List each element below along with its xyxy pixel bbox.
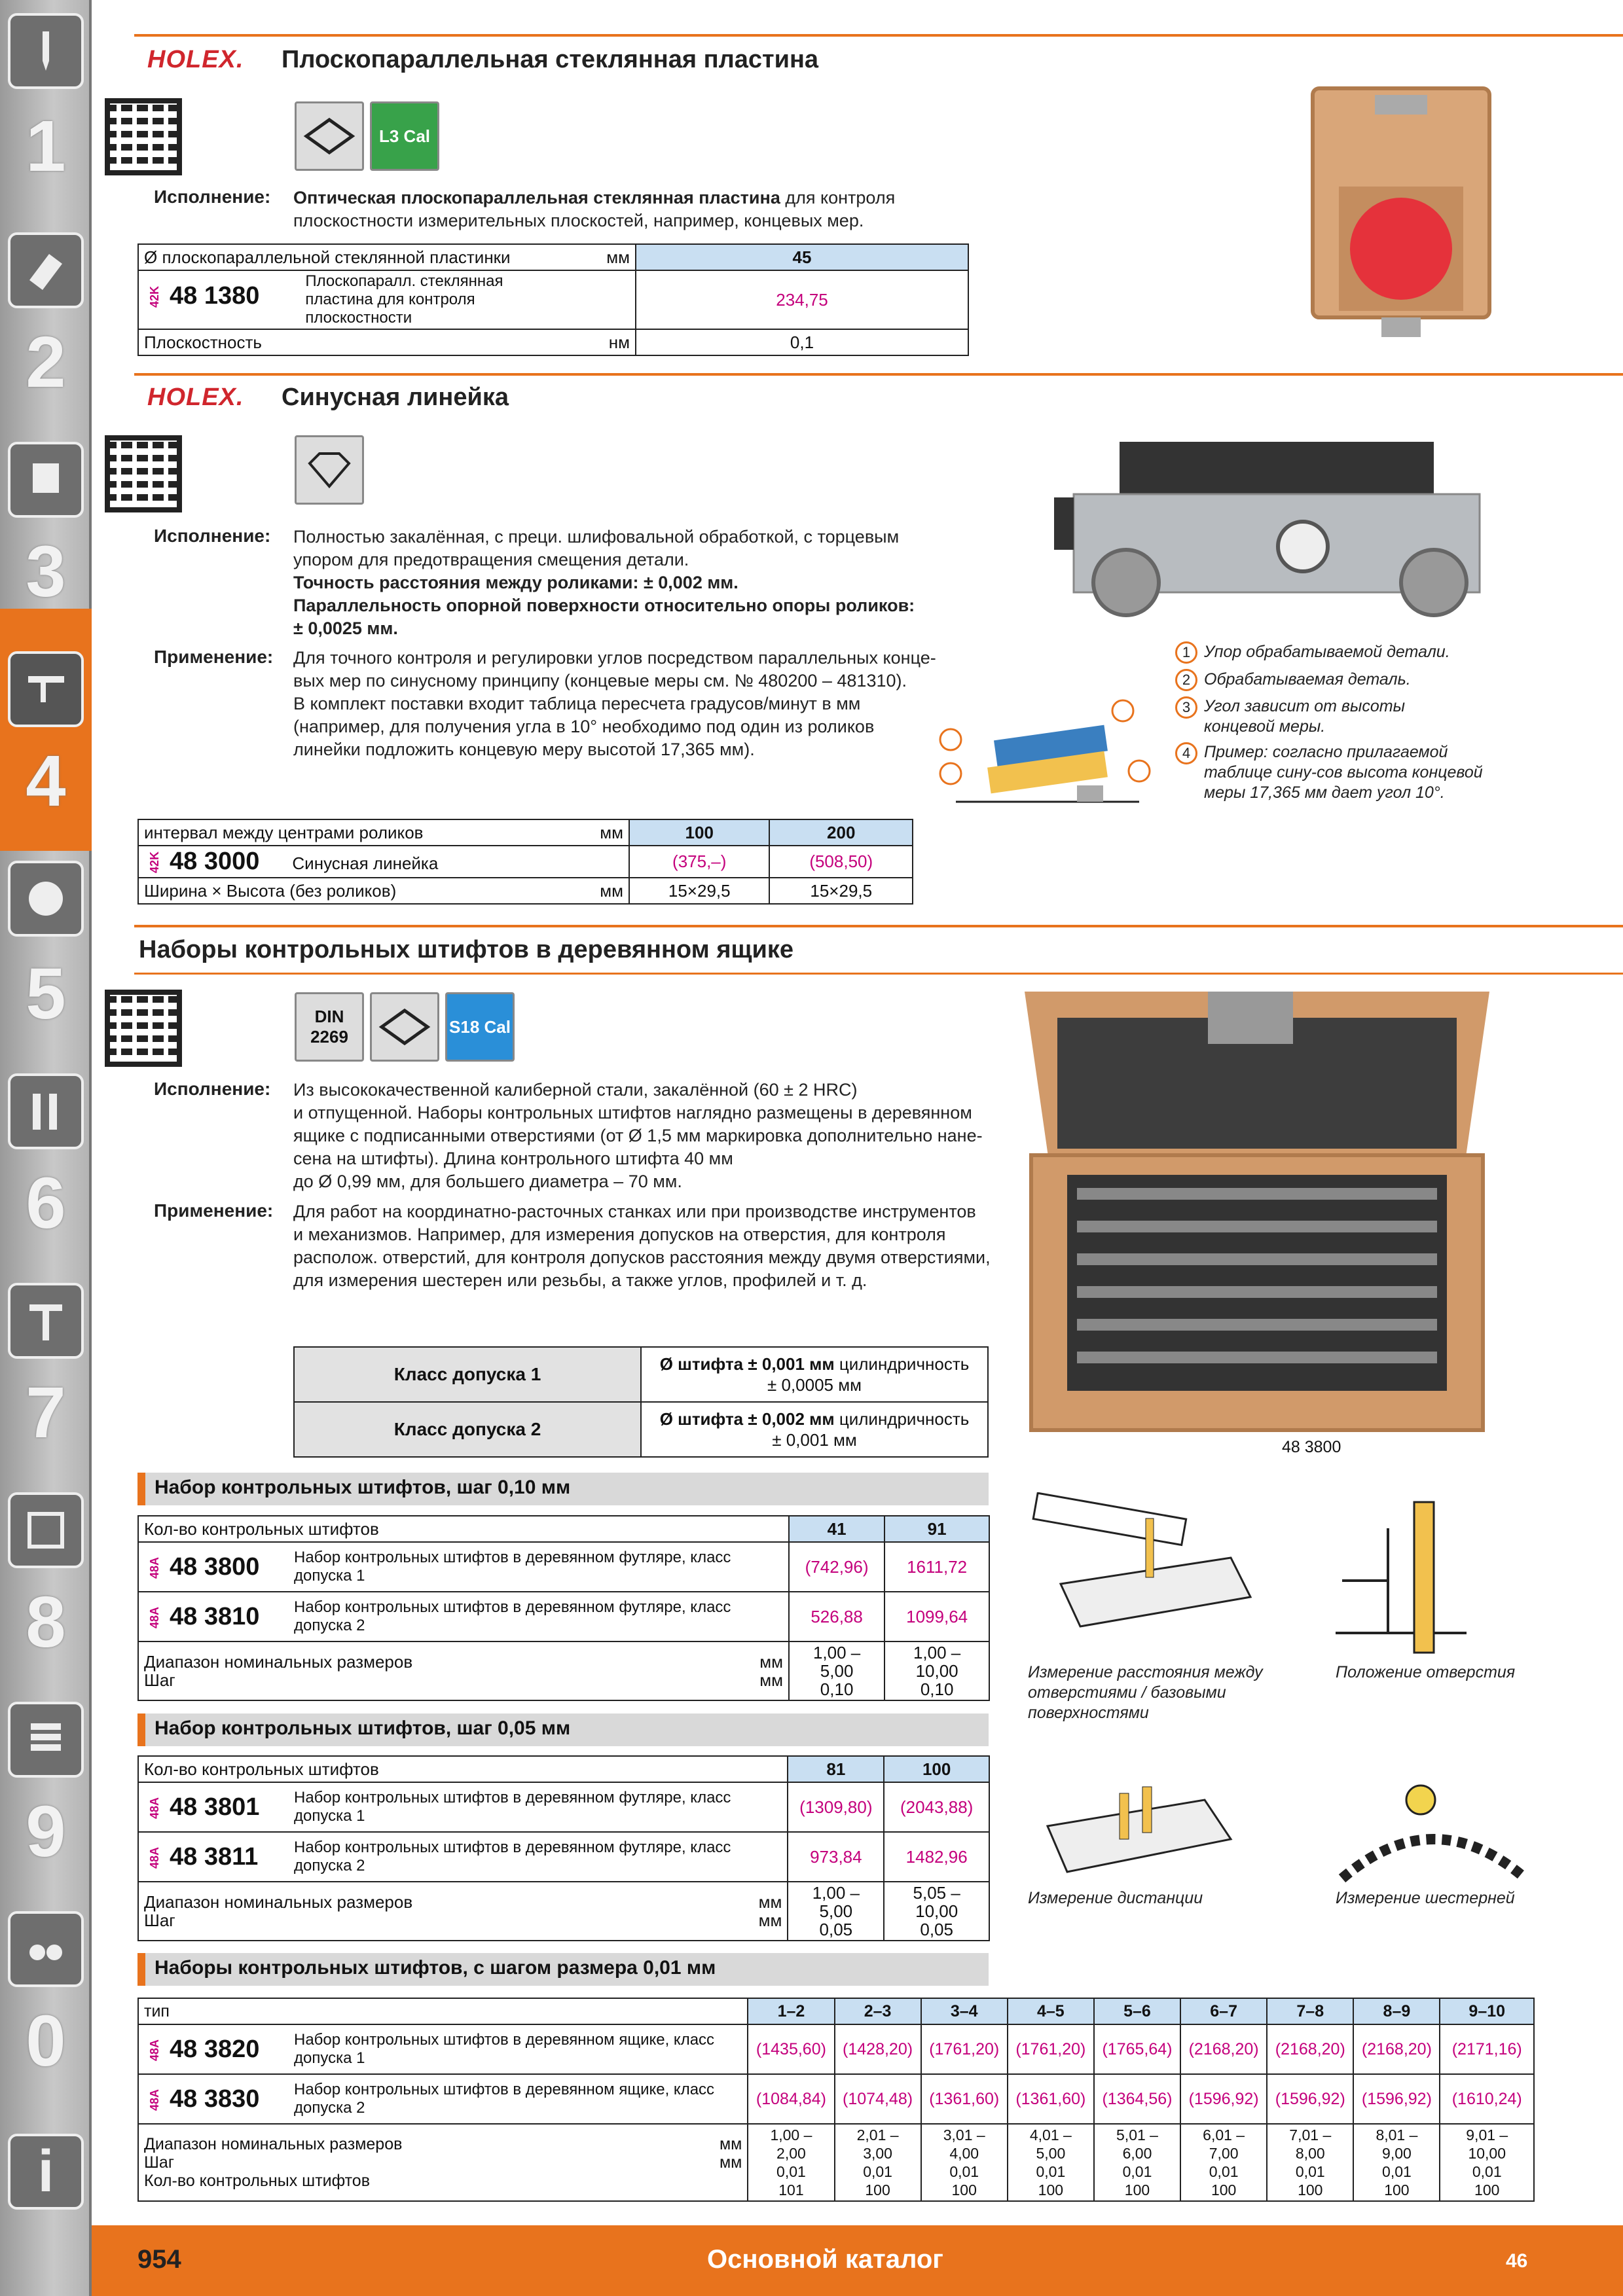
section-title: Синусная линейка: [282, 384, 509, 411]
distance-gauge-illustration: [1021, 1767, 1244, 1885]
section-divider: [134, 973, 1623, 975]
distance-measurement-illustration: [1021, 1492, 1264, 1662]
app-label: Применение:: [154, 1200, 274, 1221]
info-icon[interactable]: [8, 2134, 84, 2210]
sku-cell[interactable]: 42K 48 3000 Синусная линейка: [138, 846, 590, 878]
col-header: 9–10: [1440, 1998, 1534, 2024]
sku-cell[interactable]: 48A 48 3820: [138, 2024, 289, 2074]
tolerance-class-table: Класс допуска 1 Ø штифта ± 0,001 мм цилиндричность ± 0,0005 мм Класс допуска 2 Ø штифта ± 0,002 мм цилиндричность ± 0,001 мм: [293, 1346, 989, 1458]
caption-distance-holes: Измерение расстояния между отверстиями / базовыми поверхностями: [1028, 1663, 1263, 1722]
exec-text: Полностью закалённая, с преци. шлифовальной обработкой, с торцевым упором для предотвращения смещения детали. Точность расстояния между роликами: ± 0,002 мм. Параллельность опорной поверхности относительно опоры роликов: ± 0,0025 мм.: [293, 527, 915, 638]
page-footer: [92, 2225, 1623, 2296]
cabinet-icon[interactable]: [8, 1702, 84, 1778]
qr-code-icon[interactable]: [105, 98, 182, 175]
price: (2168,20): [1353, 2024, 1440, 2074]
price: (1610,24): [1440, 2074, 1534, 2124]
caption-distance: Измерение дистанции: [1028, 1889, 1203, 1907]
exec-label: Исполнение:: [154, 1079, 271, 1099]
chapter-number-0[interactable]: 0: [26, 2001, 66, 2081]
section-number: 46: [1506, 2250, 1528, 2272]
spec-cell: 7,01 – 8,00 0,01 100: [1267, 2124, 1353, 2201]
subsection-header: Набор контрольных штифтов, шаг 0,05 мм: [137, 1713, 989, 1746]
col-header: 1–2: [748, 1998, 834, 2024]
spec-cell: 6,01 – 7,00 0,01 100: [1180, 2124, 1267, 2201]
chapter-number-5[interactable]: 5: [26, 954, 66, 1034]
section-title: Плоскопараллельная стеклянная пластина: [282, 46, 819, 73]
spec-cell: 4,01 – 5,00 0,01 100: [1008, 2124, 1094, 2201]
price: (1765,64): [1094, 2024, 1180, 2074]
hole-position-illustration: [1336, 1496, 1467, 1659]
sine-bar-table: интервал между центрами роликов мм 100 200 42K 48 3000 Синусная линейка (375,–) (508,50) Ширина × Высота (без роликов) мм 15×29,5 15×29,5: [137, 819, 913, 905]
price: (1361,60): [1008, 2074, 1094, 2124]
sku-cell[interactable]: 48A 48 3801: [138, 1782, 289, 1832]
chapter-number-8[interactable]: 8: [26, 1582, 66, 1662]
catalog-title: Основной каталог: [707, 2245, 943, 2274]
chapter-number-4[interactable]: 4: [26, 741, 66, 821]
price: (1761,20): [1008, 2024, 1094, 2074]
price: (2171,16): [1440, 2024, 1534, 2074]
pin-set-table-0-05: Кол-во контрольных штифтов 81 100 48A 48 3801 Набор контрольных штифтов в деревянном футляре, класс допуска 1 (1309,80) (2043,88) 48A 48 3811 Набор контрольных штифтов в деревянном футляре, класс допуска 2 973,84 1482,96 Диапазон номинальных размеров мм Шаг мм 1,00 – 5,00 0,05 5,05 – 10,00 0,05: [137, 1755, 990, 1941]
col-header: 45: [636, 244, 968, 270]
col-header: 6–7: [1180, 1998, 1267, 2024]
section-divider: [134, 34, 1623, 37]
qr-code-icon[interactable]: [105, 435, 182, 512]
price: (2168,20): [1267, 2024, 1353, 2074]
price: (1435,60): [748, 2024, 834, 2074]
info-letter: i: [37, 2138, 54, 2204]
cutting-disc-icon[interactable]: [8, 861, 84, 937]
pin-set-table-0-01: тип 1–2 2–3 3–4 4–5 5–6 6–7 7–8 8–9 9–10 48A 48 3820 Набор контрольных штифтов в деревянном ящике, класс допуска 1 (1435,60) (1428,20) (1761,20) (1761,20) (1765,64) (2168,20) (2168,20) (2168,20) (2171,16) 48A 48 3830 Набор контрольных штифтов в деревянном ящике, класс допуска 2 (1084,84) (1074,48) (1361,60) (1361,60) (1364,56) (1596,92) (1596,92) (1596,92) (1610,24) Диапазон номинальных размеров мм Шаг мм Кол-во контрольных штифтов 1,00 – 2,00 0,01 101 2,01 – 3,00 0,01 100 3,01 – 4,00 0,01 100 4,01 – 5,00 0,01 100 5,01 – 6,00 0,01 100 6,01 – 7,00 0,01 100 7,01 – 8,00 0,01 100 8,01 – 9,00 0,01 100 9,01 – 10,00 0,01 100: [137, 1998, 1535, 2202]
col-header: 3–4: [921, 1998, 1008, 2024]
col-header: 8–9: [1353, 1998, 1440, 2024]
spec-cell: 9,01 – 10,00 0,01 100: [1440, 2124, 1534, 2201]
section-divider: [134, 373, 1623, 376]
price: (1596,92): [1180, 2074, 1267, 2124]
row-label: Ø плоскопараллельной стеклянной пластинки: [138, 244, 596, 270]
sine-bar-diagram: [936, 694, 1152, 818]
pin-set-table-0-10: Кол-во контрольных штифтов 41 91 48A 48 3800 Набор контрольных штифтов в деревянном футляре, класс допуска 1 (742,96) 1611,72 48A 48 3810 Набор контрольных штифтов в деревянном футляре, класс допуска 2 526,88 1099,64 Диапазон номинальных размеров мм Шаг мм 1,00 – 5,00 0,10 1,00 – 10,00 0,10: [137, 1515, 990, 1701]
tap-icon[interactable]: [8, 442, 84, 518]
insert-icon[interactable]: [8, 232, 84, 308]
chapter-number-7[interactable]: 7: [26, 1372, 66, 1453]
sku-cell[interactable]: 48A 48 3811: [138, 1832, 289, 1882]
chapter-number-6[interactable]: 6: [26, 1163, 66, 1244]
sku-cell[interactable]: 48A 48 3800: [138, 1542, 289, 1592]
spec-cell: 3,01 – 4,00 0,01 100: [921, 2124, 1008, 2201]
price: (1364,56): [1094, 2074, 1180, 2124]
calibration-badge: L3 Cal: [370, 101, 439, 171]
din-badge: DIN 2269: [295, 992, 364, 1062]
chapter-number-9[interactable]: 9: [26, 1791, 66, 1872]
pliers-icon[interactable]: [8, 1283, 84, 1359]
image-caption: 48 3800: [1282, 1438, 1341, 1456]
sku-cell[interactable]: 42K 48 1380Плоскопаралл. стеклянная пластина для контроля плоскостности: [138, 270, 596, 329]
gear-measurement-illustration: [1336, 1780, 1532, 1885]
section-divider: [134, 925, 1623, 927]
sku-cell[interactable]: 48A 48 3830: [138, 2074, 289, 2124]
caliper-icon[interactable]: [8, 651, 84, 727]
col-header: 5–6: [1094, 1998, 1180, 2024]
subsection-header: Набор контрольных штифтов, шаг 0,10 мм: [137, 1473, 989, 1505]
sine-bar-legend: 1 Упор обрабатываемой детали. 2 Обрабатываемая деталь. 3 Угол зависит от высоты концевой меры. 4 Пример: согласно прилагаемой таблице сину-сов высота концевой меры 17,365 мм дает угол 10°.: [1175, 641, 1542, 803]
page-number: 954: [137, 2245, 181, 2274]
exec-label: Исполнение:: [154, 187, 271, 207]
app-text: Для работ на координатно-расточных станках или при производстве инструментов и механизмов. Например, для измерения допусков на отверстия, для контроля располож. отверстий, для контроля допусков расстояния между двумя отверстиями, для измерения шестерен или резьбы, а также углов, профилей и т. д.: [293, 1202, 991, 1290]
spec-cell: 5,01 – 6,00 0,01 100: [1094, 2124, 1180, 2201]
price: (1596,92): [1353, 2074, 1440, 2124]
exec-text: Оптическая плоскопараллельная стеклянная пластина для контроля плоскостности измерительных плоскостей, например, концевых мер.: [293, 188, 896, 230]
col-header: 2–3: [835, 1998, 921, 2024]
caption-hole-position: Положение отверстия: [1336, 1663, 1516, 1681]
diamond-hardened-icon: [295, 435, 364, 505]
pin-set-box-image: [1012, 992, 1503, 1440]
holex-logo: HOLEX.: [147, 384, 244, 411]
price: (1761,20): [921, 2024, 1008, 2074]
price: (1361,60): [921, 2074, 1008, 2124]
price: (2168,20): [1180, 2024, 1267, 2074]
calibration-badge: S18 Cal: [445, 992, 515, 1062]
col-header: 7–8: [1267, 1998, 1353, 2024]
price: (1084,84): [748, 2074, 834, 2124]
caption-gears: Измерение шестерней: [1336, 1889, 1515, 1907]
subsection-header: Наборы контрольных штифтов, с шагом размера 0,01 мм: [137, 1953, 989, 1986]
safety-glasses-icon[interactable]: [8, 1911, 84, 1987]
section-title: Наборы контрольных штифтов в деревянном ящике: [139, 936, 794, 963]
workbench-icon[interactable]: [8, 1492, 84, 1568]
spec-cell: 8,01 – 9,00 0,01 100: [1353, 2124, 1440, 2201]
chapter-number-1[interactable]: 1: [26, 106, 66, 187]
price: (1074,48): [835, 2074, 921, 2124]
app-text: Для точного контроля и регулировки углов посредством параллельных конце- вых мер по синусному принципу (концевые меры см. № 480200 – 481310). В комплект поставки входит таблица пересчета градусов/минут в мм (например, для получения угла в 10° необходимо под один из роликов линейки подложить концевую меру высотой 17,365 мм).: [293, 648, 936, 759]
chapter-number-2[interactable]: 2: [26, 322, 66, 403]
sku-cell[interactable]: 48A 48 3810: [138, 1592, 289, 1641]
price: (1596,92): [1267, 2074, 1353, 2124]
spec-cell: 2,01 – 3,00 0,01 100: [835, 2124, 921, 2201]
price: 234,75: [636, 270, 968, 329]
chapter-number-3[interactable]: 3: [26, 531, 66, 612]
sine-bar-image: [1048, 432, 1532, 628]
spec-cell: 1,00 – 2,00 0,01 101: [748, 2124, 834, 2201]
case-icon: [295, 101, 364, 171]
chapter-sidebar: [0, 0, 92, 2296]
qr-code-icon[interactable]: [105, 990, 182, 1067]
exec-text: Из высококачественной калиберной стали, закалённой (60 ± 2 HRC) и отпущенной. Наборы контрольных штифтов наглядно размещены в деревянном ящике с подписанными отверстиями (от Ø 1,5 мм маркировка дополнительно нане- сена на штифты). Длина контрольного штифта 40 мм до Ø 0,99 мм, для большего диаметра – 70 мм.: [293, 1080, 983, 1191]
case-icon: [370, 992, 439, 1062]
exec-label: Исполнение:: [154, 526, 271, 546]
app-label: Применение:: [154, 647, 274, 667]
price: (1428,20): [835, 2024, 921, 2074]
drill-icon[interactable]: [8, 13, 84, 89]
holex-logo: HOLEX.: [147, 46, 244, 73]
wrench-icon[interactable]: [8, 1073, 84, 1149]
glass-plate-box-image: [1303, 75, 1499, 344]
col-header: 4–5: [1008, 1998, 1094, 2024]
glass-plate-table: Ø плоскопараллельной стеклянной пластинки мм 45 42K 48 1380Плоскопаралл. стеклянная пластина для контроля плоскостности 234,75 Плоскостность нм 0,1: [137, 243, 969, 356]
